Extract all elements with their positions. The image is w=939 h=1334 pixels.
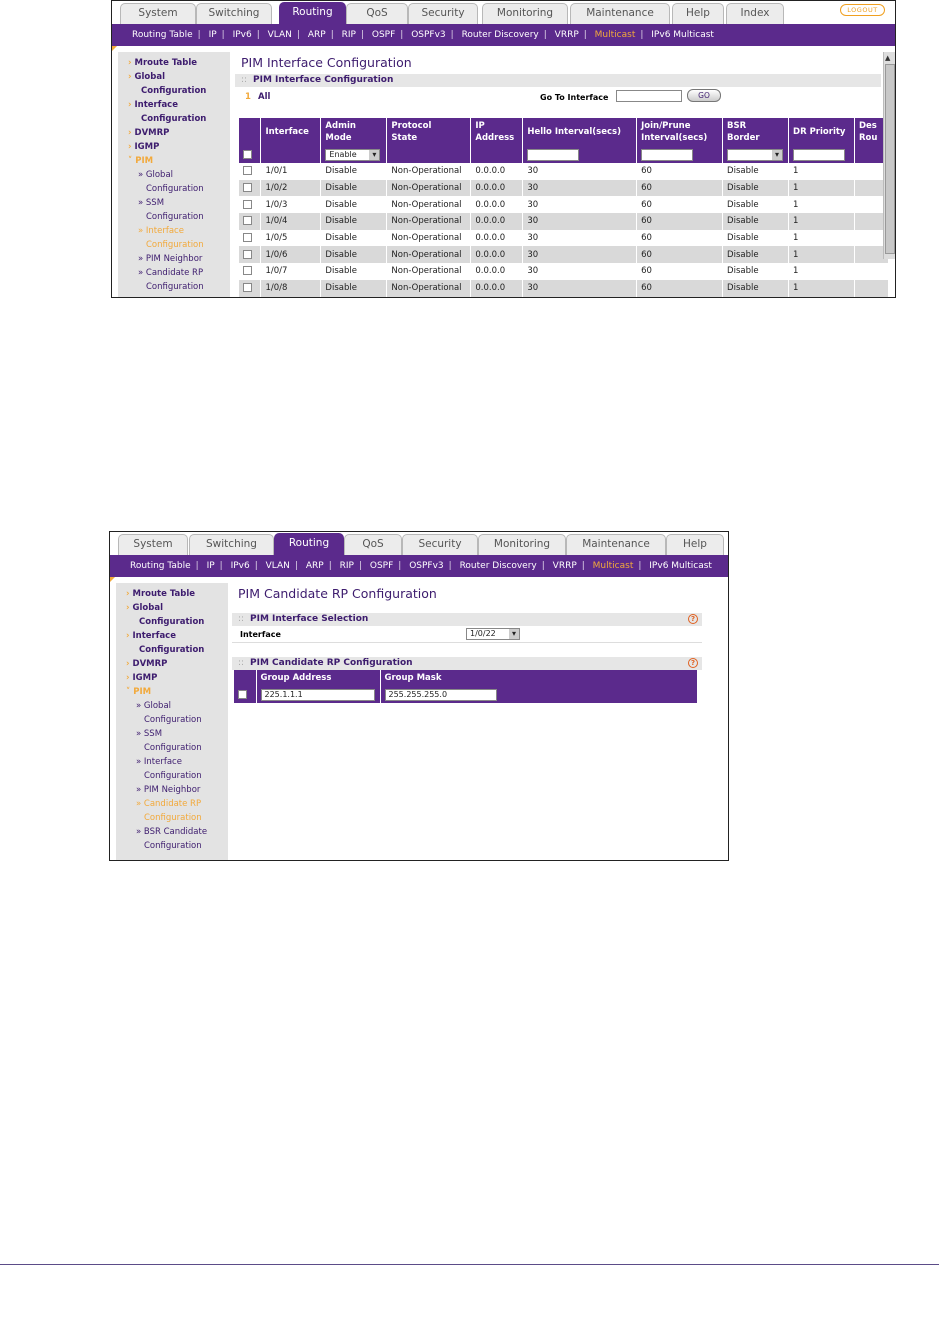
column-header: Interface xyxy=(261,118,321,146)
table-cell: 0.0.0.0 xyxy=(471,230,523,247)
table-row xyxy=(239,180,889,197)
sidebar-item-mroute-table[interactable]: › Mroute Table xyxy=(128,58,198,68)
table-cell: Disable xyxy=(723,263,789,280)
interface-table xyxy=(239,118,889,297)
tab-system[interactable]: System xyxy=(118,534,188,555)
sidebar-item-label[interactable]: Configuration xyxy=(141,86,207,96)
table-cell: 1/0/1 xyxy=(261,163,321,180)
tab-switching[interactable]: Switching xyxy=(189,534,274,555)
tab-maintenance[interactable]: Maintenance xyxy=(566,534,666,555)
interface-select[interactable]: 1/0/22 ▾ xyxy=(466,628,520,640)
row-checkbox[interactable] xyxy=(243,266,252,275)
subnav-ospfv3[interactable]: OSPFv3 xyxy=(411,30,446,40)
table-cell: Non-Operational xyxy=(387,213,471,230)
table-row xyxy=(239,280,889,297)
admin-mode-select[interactable]: Enable ▾ xyxy=(325,149,380,161)
table-cell: 1 xyxy=(789,180,855,197)
sidebar-subitem-interface[interactable]: » Interface xyxy=(136,757,182,767)
tab-qos[interactable]: QoS xyxy=(344,534,402,555)
subnav-rip[interactable]: RIP xyxy=(339,561,354,571)
goto-interface-label: Go To Interface xyxy=(540,93,609,102)
tab-maintenance[interactable]: Maintenance xyxy=(570,3,670,24)
main-tabs xyxy=(110,532,728,555)
table-cell: Disable xyxy=(723,246,789,263)
subnav-router-discovery[interactable]: Router Discovery xyxy=(461,30,539,40)
section-header: :: PIM Interface Configuration xyxy=(235,74,881,87)
main-content xyxy=(235,52,881,297)
column-header-group-address: Group Address xyxy=(256,670,380,686)
join-prune-input[interactable] xyxy=(641,149,693,161)
tab-system[interactable]: System xyxy=(120,3,196,24)
sidebar-subitem-label[interactable]: Configuration xyxy=(144,813,202,823)
tab-security[interactable]: Security xyxy=(408,3,478,24)
sidebar-subitem-ssm[interactable]: » SSM xyxy=(136,729,163,739)
table-cell: Disable xyxy=(723,230,789,247)
table-cell: 60 xyxy=(637,280,723,297)
subnav-rip[interactable]: RIP xyxy=(341,30,356,40)
tab-switching[interactable]: Switching xyxy=(196,3,272,24)
interface-label: Interface xyxy=(240,630,281,639)
row-checkbox[interactable] xyxy=(238,690,247,699)
bsr-border-select[interactable] xyxy=(727,149,783,161)
table-cell: Disable xyxy=(321,180,387,197)
vertical-scrollbar[interactable] xyxy=(883,52,895,259)
dr-priority-input[interactable] xyxy=(793,149,845,161)
table-row xyxy=(239,196,889,213)
chevron-down-icon: ˅ xyxy=(128,156,133,166)
table-cell: 60 xyxy=(637,213,723,230)
table-cell: Non-Operational xyxy=(387,180,471,197)
table-cell: 1/0/5 xyxy=(261,230,321,247)
table-cell: Disable xyxy=(321,246,387,263)
row-checkbox[interactable] xyxy=(243,250,252,259)
sidebar-subitem-label[interactable]: Configuration xyxy=(144,743,202,753)
table-cell: Disable xyxy=(321,213,387,230)
sidebar-item-label[interactable]: Configuration xyxy=(141,114,207,124)
sidebar-item-igmp[interactable]: › IGMP xyxy=(128,142,160,152)
tab-routing[interactable]: Routing xyxy=(279,2,346,24)
table-cell: 60 xyxy=(637,196,723,213)
chevron-right-icon: › xyxy=(128,142,132,152)
select-column-header xyxy=(234,670,256,686)
table-cell: 60 xyxy=(637,263,723,280)
page-footer-rule xyxy=(0,1264,939,1265)
sub-navigation: Routing Table | IP | IPv6 | VLAN | ARP | RIP | OSPF | OSPFv3 | Router Discovery | VRRP | Multicast | IPv6 Multicast xyxy=(110,555,728,577)
sidebar xyxy=(116,583,228,860)
table-cell: Non-Operational xyxy=(387,196,471,213)
subnav-multicast[interactable]: Multicast xyxy=(592,561,634,571)
column-header: Admin Mode xyxy=(321,118,387,146)
table-cell: Non-Operational xyxy=(387,246,471,263)
subnav-arp[interactable]: ARP xyxy=(307,30,326,40)
subnav-ipv6-multicast[interactable]: IPv6 Multicast xyxy=(651,30,714,40)
table-cell: 1 xyxy=(789,246,855,263)
table-cell xyxy=(854,280,888,297)
table-cell: 1/0/7 xyxy=(261,263,321,280)
help-icon[interactable]: ? xyxy=(688,614,698,624)
table-row xyxy=(239,230,889,247)
chevron-right-icon: › xyxy=(126,659,130,669)
tab-monitoring[interactable]: Monitoring xyxy=(478,534,566,555)
main-content xyxy=(232,583,702,860)
table-cell: 1 xyxy=(789,263,855,280)
column-header: Des Rou xyxy=(854,118,888,146)
sidebar xyxy=(118,52,230,297)
goto-interface-input[interactable] xyxy=(616,90,682,102)
screenshot-pim-candidate-rp-config xyxy=(109,531,729,861)
table-cell: 1 xyxy=(789,163,855,180)
subnav-routing-table[interactable]: Routing Table xyxy=(130,561,191,571)
table-header-row xyxy=(234,670,698,686)
table-cell: 0.0.0.0 xyxy=(471,280,523,297)
column-header: Hello Interval(secs) xyxy=(523,118,637,146)
table-cell: Disable xyxy=(723,280,789,297)
table-cell: 60 xyxy=(637,163,723,180)
interface-selection-row xyxy=(232,626,702,643)
subnav-arp[interactable]: ARP xyxy=(305,561,324,571)
table-cell: 0.0.0.0 xyxy=(471,213,523,230)
subnav-ipv6[interactable]: IPv6 xyxy=(232,30,252,40)
table-cell: 30 xyxy=(523,246,637,263)
table-cell: 1/0/6 xyxy=(261,246,321,263)
toolbar-row xyxy=(235,87,881,107)
row-checkbox[interactable] xyxy=(243,183,252,192)
chevron-down-icon: ˅ xyxy=(126,687,131,697)
table-cell: Non-Operational xyxy=(387,163,471,180)
logout-button[interactable]: LOGOUT xyxy=(840,4,885,16)
row-checkbox[interactable] xyxy=(243,233,252,242)
table-cell: 30 xyxy=(523,230,637,247)
sidebar-item-label[interactable]: Configuration xyxy=(139,617,205,627)
column-header: Join/Prune Interval(secs) xyxy=(637,118,723,146)
subnav-router-discovery[interactable]: Router Discovery xyxy=(459,561,537,571)
sidebar-subitem-label[interactable]: Configuration xyxy=(144,771,202,781)
subnav-vlan[interactable]: VLAN xyxy=(267,30,292,40)
sidebar-subitem-ssm[interactable]: » SSM xyxy=(138,198,165,208)
table-cell: Disable xyxy=(321,163,387,180)
group-mask-input[interactable]: 255.255.255.0 xyxy=(385,689,497,701)
table-cell: 0.0.0.0 xyxy=(471,180,523,197)
table-cell: Disable xyxy=(723,213,789,230)
table-cell: Disable xyxy=(723,196,789,213)
tab-security[interactable]: Security xyxy=(402,534,478,555)
column-header: IP Address xyxy=(471,118,523,146)
chevron-right-icon: › xyxy=(126,603,130,613)
filter-row xyxy=(239,146,889,163)
candidate-rp-table xyxy=(234,670,698,703)
sidebar-item-interface-configuration[interactable]: › Interface xyxy=(126,631,176,641)
subnav-ospf[interactable]: OSPF xyxy=(369,561,394,571)
tab-qos[interactable]: QoS xyxy=(346,3,408,24)
table-row xyxy=(239,263,889,280)
subnav-ospfv3[interactable]: OSPFv3 xyxy=(409,561,444,571)
table-cell: 0.0.0.0 xyxy=(471,246,523,263)
select-column-header xyxy=(239,118,261,146)
tab-help[interactable]: Help xyxy=(672,3,724,24)
chevron-right-icon: › xyxy=(128,100,132,110)
chevron-right-icon: › xyxy=(128,72,132,82)
sidebar-subitem-interface[interactable]: » Interface xyxy=(138,226,184,236)
sidebar-subitem-pim-neighbor[interactable]: » PIM Neighbor xyxy=(138,254,203,264)
column-header: Protocol State xyxy=(387,118,471,146)
table-cell: 30 xyxy=(523,163,637,180)
table-cell: 60 xyxy=(637,246,723,263)
row-checkbox[interactable] xyxy=(243,200,252,209)
sidebar-subitem-bsr-candidate[interactable]: » BSR Candidate xyxy=(136,827,208,837)
subnav-multicast[interactable]: Multicast xyxy=(594,30,636,40)
sub-navigation: Routing Table | IP | IPv6 | VLAN | ARP | RIP | OSPF | OSPFv3 | Router Discovery | VRRP | Multicast | IPv6 Multicast xyxy=(112,24,895,46)
nav-corner-decoration xyxy=(110,577,115,582)
subnav-ipv6-multicast[interactable]: IPv6 Multicast xyxy=(649,561,712,571)
table-cell: 1 xyxy=(789,230,855,247)
row-checkbox[interactable] xyxy=(243,216,252,225)
sidebar-subitem-candidate-rp[interactable]: » Candidate RP xyxy=(138,268,204,278)
table-cell: 1 xyxy=(789,196,855,213)
table-cell: 0.0.0.0 xyxy=(471,263,523,280)
table-cell: 30 xyxy=(523,280,637,297)
chevron-right-icon: › xyxy=(126,589,130,599)
table-cell: 1 xyxy=(789,213,855,230)
table-cell: Non-Operational xyxy=(387,263,471,280)
table-cell: Disable xyxy=(321,280,387,297)
row-checkbox[interactable] xyxy=(243,283,252,292)
all-link[interactable]: All xyxy=(258,92,271,102)
table-cell: 60 xyxy=(637,230,723,247)
scrollbar-thumb[interactable] xyxy=(885,64,895,254)
chevron-right-icon: › xyxy=(128,58,132,68)
main-tabs xyxy=(112,1,895,24)
table-row xyxy=(234,686,698,703)
tab-index[interactable]: Index xyxy=(726,3,784,24)
table-row xyxy=(239,246,889,263)
section-header-interface-selection: :: PIM Interface Selection ? xyxy=(232,613,702,626)
table-cell: 60 xyxy=(637,180,723,197)
tab-routing[interactable]: Routing xyxy=(274,533,344,555)
sidebar-item-igmp[interactable]: › IGMP xyxy=(126,673,158,683)
sidebar-subitem-global[interactable]: » Global xyxy=(136,701,172,711)
subnav-vrrp[interactable]: VRRP xyxy=(552,561,577,571)
table-row xyxy=(239,163,889,180)
table-cell: Disable xyxy=(321,263,387,280)
chevron-right-icon: › xyxy=(126,673,130,683)
table-cell: Disable xyxy=(321,230,387,247)
subnav-vrrp[interactable]: VRRP xyxy=(554,30,579,40)
column-header: DR Priority xyxy=(789,118,855,146)
screenshot-pim-interface-config xyxy=(111,0,896,298)
table-cell: 30 xyxy=(523,180,637,197)
go-button[interactable]: GO xyxy=(687,89,721,102)
chevron-right-icon: › xyxy=(128,128,132,138)
table-cell: 0.0.0.0 xyxy=(471,163,523,180)
table-cell: 1/0/3 xyxy=(261,196,321,213)
section-header-candidate-rp: :: PIM Candidate RP Configuration ? xyxy=(232,657,702,670)
sidebar-item-interface-configuration[interactable]: › Interface xyxy=(128,100,178,110)
nav-corner-decoration xyxy=(112,46,117,51)
table-cell: Non-Operational xyxy=(387,280,471,297)
table-cell: Non-Operational xyxy=(387,230,471,247)
column-header: BSR Border xyxy=(723,118,789,146)
table-cell xyxy=(854,263,888,280)
hello-interval-input[interactable] xyxy=(527,149,579,161)
group-address-input[interactable]: 225.1.1.1 xyxy=(261,689,375,701)
table-header-row xyxy=(239,118,889,146)
sidebar-subitem-label[interactable]: Configuration xyxy=(144,715,202,725)
column-header-group-mask: Group Mask xyxy=(380,670,698,686)
sidebar-item-dvmrp[interactable]: › DVMRP xyxy=(128,128,170,138)
table-cell: 30 xyxy=(523,263,637,280)
sidebar-subitem-label[interactable]: Configuration xyxy=(144,841,202,851)
sidebar-subitem-candidate-rp[interactable]: » Candidate RP xyxy=(136,799,202,809)
table-cell: Disable xyxy=(321,196,387,213)
table-cell: 1/0/2 xyxy=(261,180,321,197)
subnav-ipv6[interactable]: IPv6 xyxy=(230,561,250,571)
table-cell: 30 xyxy=(523,213,637,230)
sidebar-item-mroute-table[interactable]: › Mroute Table xyxy=(126,589,196,599)
table-cell: 30 xyxy=(523,196,637,213)
sidebar-item-dvmrp[interactable]: › DVMRP xyxy=(126,659,168,669)
sidebar-subitem-global[interactable]: » Global xyxy=(138,170,174,180)
sidebar-subitem-label[interactable]: Configuration xyxy=(146,240,204,250)
sidebar-item-global-configuration[interactable]: › Global xyxy=(128,72,165,82)
sidebar-item-global-configuration[interactable]: › Global xyxy=(126,603,163,613)
sidebar-item-pim[interactable]: ˅ PIM xyxy=(126,687,152,697)
table-cell: Disable xyxy=(723,180,789,197)
table-row xyxy=(239,213,889,230)
chevron-right-icon: › xyxy=(126,631,130,641)
page-title: PIM Interface Configuration xyxy=(241,55,412,70)
sidebar-subitem-pim-neighbor[interactable]: » PIM Neighbor xyxy=(136,785,201,795)
table-cell: 1/0/4 xyxy=(261,213,321,230)
table-cell: 0.0.0.0 xyxy=(471,196,523,213)
row-marker: 1 xyxy=(245,92,251,102)
page-title: PIM Candidate RP Configuration xyxy=(238,586,437,601)
subnav-ip[interactable]: IP xyxy=(208,30,217,40)
tab-monitoring[interactable]: Monitoring xyxy=(482,3,568,24)
subnav-ip[interactable]: IP xyxy=(206,561,215,571)
help-icon[interactable]: ? xyxy=(688,658,698,668)
sidebar-item-label[interactable]: Configuration xyxy=(139,645,205,655)
table-cell: 1 xyxy=(789,280,855,297)
sidebar-subitem-label[interactable]: Configuration xyxy=(146,184,204,194)
sidebar-item-pim[interactable]: ˅ PIM xyxy=(128,156,154,166)
subnav-vlan[interactable]: VLAN xyxy=(265,561,290,571)
select-all-checkbox[interactable] xyxy=(243,150,252,159)
row-checkbox[interactable] xyxy=(243,166,252,175)
subnav-ospf[interactable]: OSPF xyxy=(371,30,396,40)
tab-help[interactable]: Help xyxy=(666,534,724,555)
table-cell: Disable xyxy=(723,163,789,180)
subnav-routing-table[interactable]: Routing Table xyxy=(132,30,193,40)
sidebar-subitem-label[interactable]: Configuration xyxy=(146,282,204,292)
table-cell: 1/0/8 xyxy=(261,280,321,297)
sidebar-subitem-label[interactable]: Configuration xyxy=(146,212,204,222)
